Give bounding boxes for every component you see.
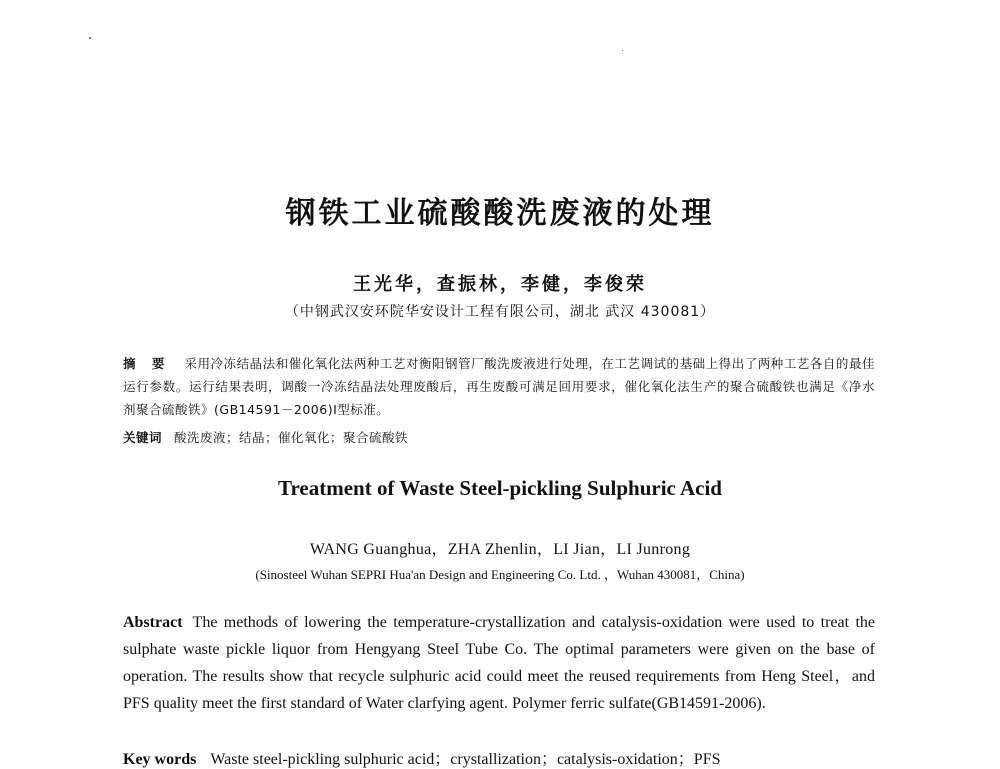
- chinese-abstract-label: 摘 要: [123, 356, 171, 371]
- chinese-authors: 王光华，查振林，李健，李俊荣: [353, 274, 647, 295]
- english-affiliation: (Sinosteel Wuhan SEPRI Hua'an Design and Engineering Co. Ltd. ，Wuhan 430081，China): [255, 567, 745, 582]
- scan-speck: [89, 37, 91, 39]
- english-keywords: [123, 746, 875, 769]
- scan-speck: [622, 50, 623, 51]
- chinese-keywords: [123, 428, 875, 446]
- english-abstract-text: The methods of lowering the temperature-crystallization and catalysis-oxidation were used to treat the sulphate waste pickle liquor from Hengyang Steel Tube Co. The optimal parameters were given on the base of operation. The results show that recycle sulphuric acid could meet the reused requirements from Heng Steel，and PFS quality meet the first standard of Water clarfying agent. Polymer ferric sulfate(GB14591-2006).: [123, 614, 875, 712]
- chinese-abstract-text: 采用冷冻结晶法和催化氧化法两种工艺对衡阳钢管厂酸洗废液进行处理，在工艺调试的基础上得出了两种工艺各自的最佳运行参数。运行结果表明，调酸一冷冻结晶法处理废酸后，再生废酸可满足回用要求，催化氧化法生产的聚合硫酸铁也满足《净水剂聚合硫酸铁》(GB14591－2006)Ⅰ型标准。: [123, 356, 875, 417]
- english-title: Treatment of Waste Steel-pickling Sulphuric Acid: [278, 476, 722, 500]
- chinese-abstract: [123, 352, 875, 421]
- english-keywords-text: Waste steel-pickling sulphuric acid；crystallization；catalysis-oxidation；PFS: [210, 751, 721, 768]
- english-abstract-label: Abstract: [123, 614, 183, 631]
- english-keywords-label: Key words: [123, 751, 197, 768]
- english-abstract: [123, 609, 875, 717]
- english-authors: WANG Guanghua，ZHA Zhenlin，LI Jian，LI Junrong: [309, 541, 691, 558]
- chinese-affiliation: （中钢武汉安环院华安设计工程有限公司，湖北 武汉 430081）: [284, 304, 716, 320]
- chinese-keywords-text: 酸洗废液；结晶；催化氧化；聚合硫酸铁: [174, 430, 409, 445]
- chinese-keywords-label: 关键词: [123, 430, 163, 445]
- chinese-title: 钢铁工业硫酸酸洗废液的处理: [285, 196, 715, 231]
